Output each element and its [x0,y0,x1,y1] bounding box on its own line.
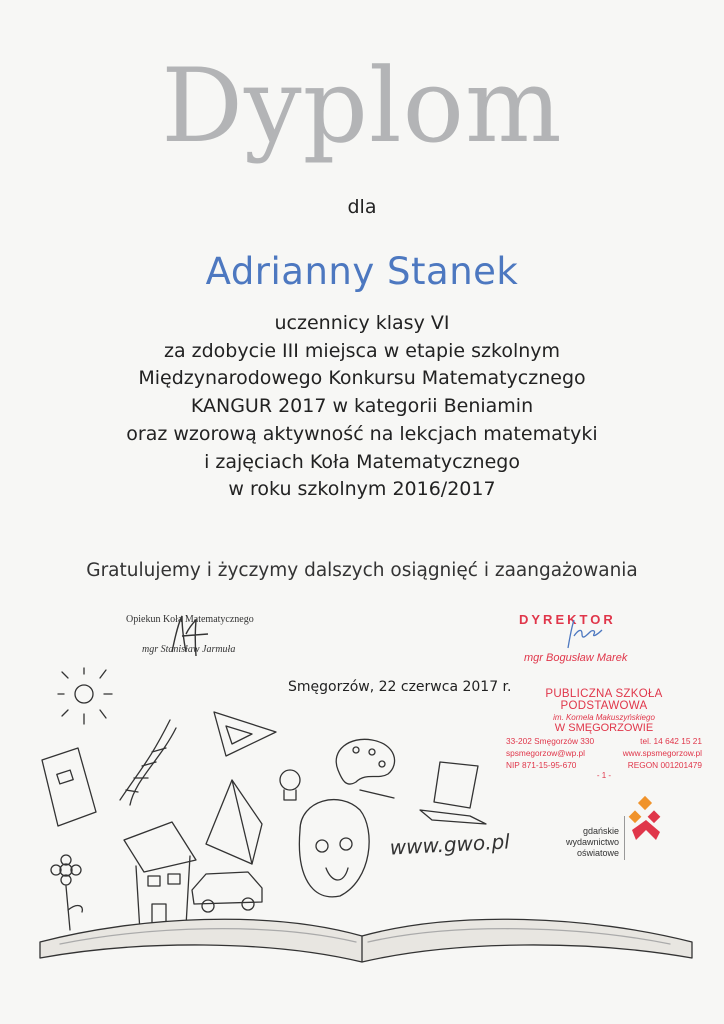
notebook-doodle [42,748,96,826]
stamp-line-2: im. Kornela Makuszyńskiego [553,713,655,722]
publisher-line-2: wydawnictwo [565,837,619,847]
car-doodle [192,872,262,912]
gwo-logo-icon [629,796,661,840]
place-and-date: Smęgorzów, 22 czerwca 2017 r. [288,679,512,695]
club-supervisor-role: Opiekun Koła Matematycznego [126,614,254,625]
stamp-phone: tel. 14 642 15 21 [640,736,702,746]
palette-doodle [336,739,394,798]
congratulations-text: Gratulujemy i życzymy dalszych osiągnięć i zaangażowania [86,560,638,581]
face-doodle [299,800,369,897]
director-role: DYREKTOR [519,612,616,627]
club-supervisor-name: mgr Stanisław Jarmuła [142,644,236,655]
publisher-divider [624,816,625,860]
body-line: w roku szkolnym 2016/2017 [228,478,496,501]
publisher-name [553,826,619,859]
stamp-website: www.spsmegorzow.pl [622,748,702,758]
laptop-doodle [420,762,486,824]
stamp-line-1: PUBLICZNA SZKOŁA PODSTAWOWA [545,688,663,712]
recipient-name: Adrianny Stanek [205,250,519,293]
director-name: mgr Bogusław Marek [524,652,628,664]
diploma-title: Dyplom [161,47,563,166]
body-line: Międzynarodowego Konkursu Matematycznego [138,367,586,390]
house-doodle [124,822,196,932]
lightbulb-doodle [280,770,300,800]
sun-doodle [58,668,112,724]
stamp-mark: - 1 - [596,771,612,780]
stamp-line-3: W SMĘGORZOWIE [554,722,654,734]
open-book [40,919,692,962]
body-line: KANGUR 2017 w kategorii Beniamin [190,395,534,418]
stamp-email: spsmegorzow@wp.pl [506,748,585,758]
stamp-nip: NIP 871-15-95-670 [506,760,577,770]
for-word: dla [347,196,377,218]
publisher-line-3: oświatowe [576,848,619,858]
body-line: za zdobycie III miejsca w etapie szkolnym [163,339,561,362]
body-line: uczennicy klasy VI [274,312,450,334]
body-line: i zajęciach Koła Matematycznego [204,450,520,473]
pyramid-doodle [206,780,262,864]
dna-doodle [120,720,176,805]
stamp-address: 33-202 Smęgorzów 330 [506,736,595,746]
body-line: oraz wzorową aktywność na lekcjach matematyki [126,422,598,445]
diploma-body [60,310,664,504]
set-square-doodle [214,712,276,756]
publisher-line-1: gdańskie [582,826,619,836]
gwo-url-doodle: www.gwo.pl [389,829,511,860]
stamp-regon: REGON 001201479 [627,760,702,770]
flower-doodle [51,855,82,930]
